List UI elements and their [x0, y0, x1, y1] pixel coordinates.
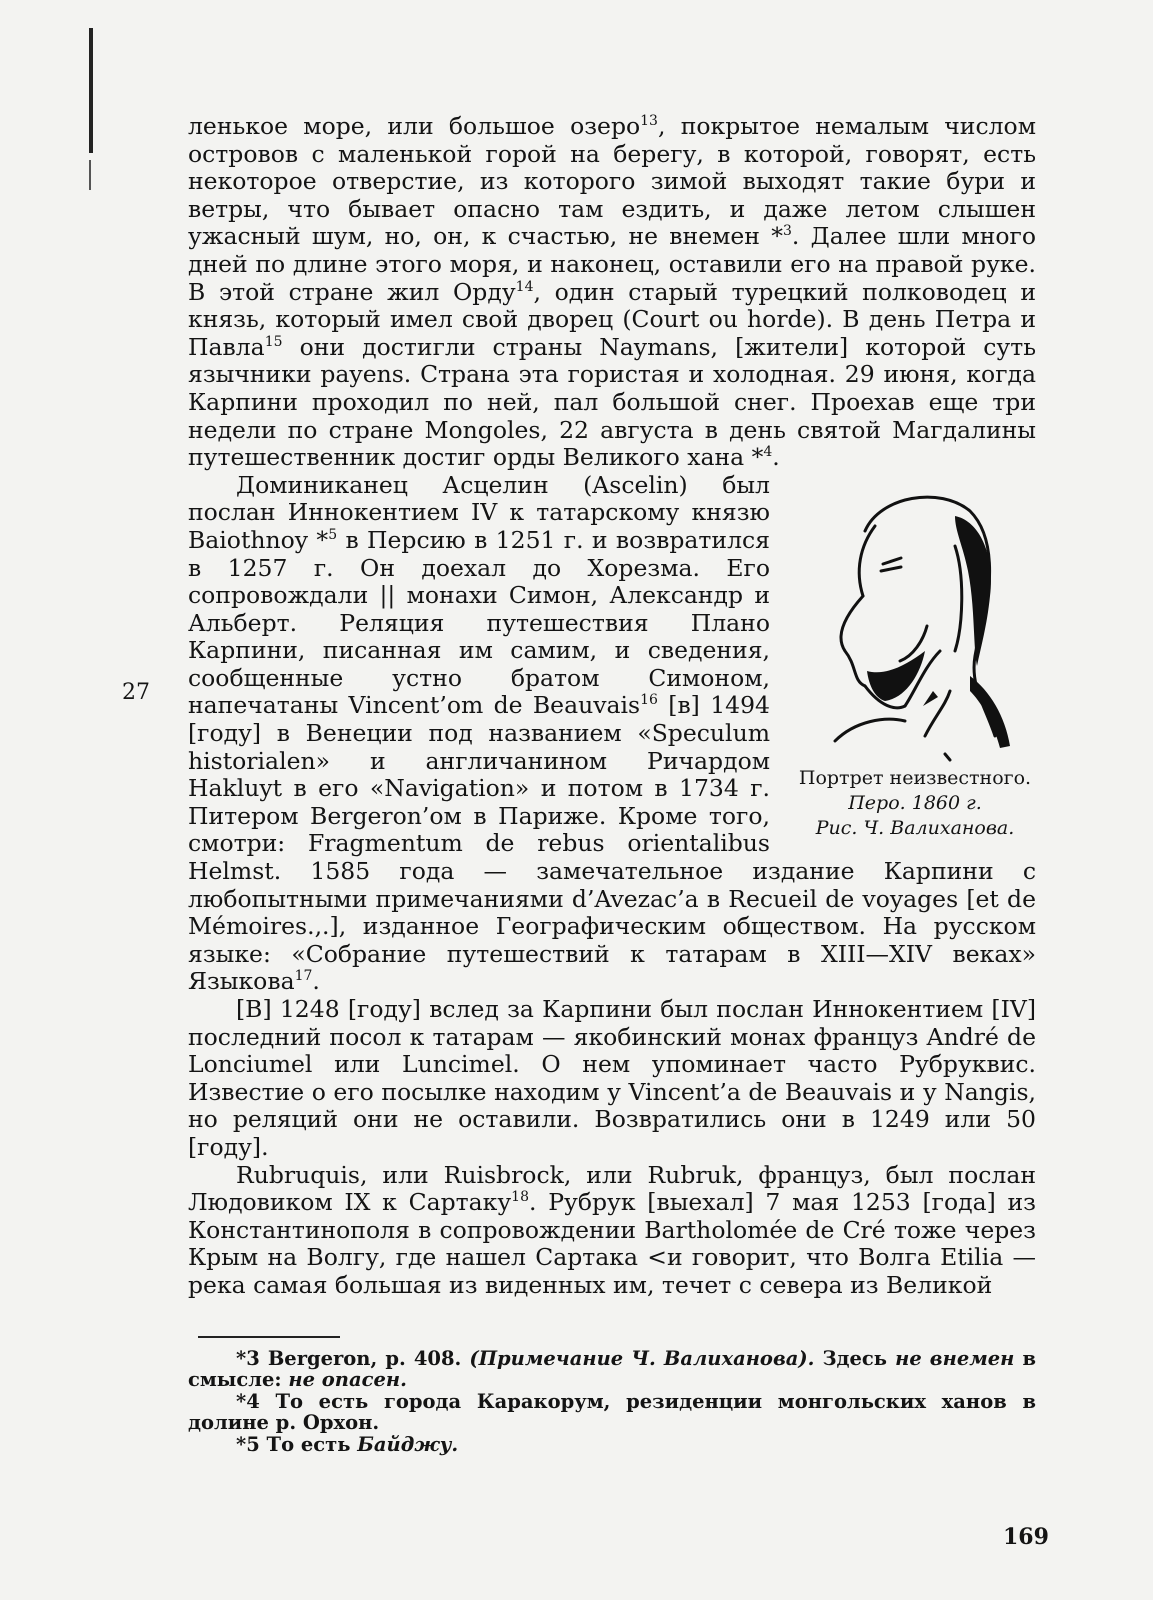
caption-title: Портрет неизвестного.: [798, 766, 1032, 789]
scan-edge-mark: [89, 160, 91, 190]
paragraph-1: ленькое море, или большое озеро$^{13}$, покрытое немалым числом островов с маленькой горой на берегу, в которой, говорят, есть некоторое отверстие, из которого зимой выходят такие бури и ветры, что бывает опасно там ездить, и даже летом слышен ужасный шум, но, он, к счастью, не внемен *$^3$. Далее шли много дней по длине этого моря, и наконец, оставили его на правой руке. В этой стране жил Орду$^{14}$, один старый турецкий полководец и князь, который имел свой дворец (Court ou horde). В день Петра и Павла$^{15}$ они достигли страны Naymans, [жители] которой суть язычники payens. Страна эта гористая и холодная. 29 июня, когда Карпини проходил по ней, пал большой снег. Проехав еще три недели по стране Mongoles, 22 августа в день святой Магдалины путешественник достиг орды Великого хана *$^4$.: [188, 112, 1036, 472]
footnote-divider: [198, 1336, 340, 1338]
margin-page-reference: 27: [122, 680, 150, 705]
footnote-5: *5 То есть Байджу.: [236, 1432, 459, 1456]
paragraph-2: Доминиканец Асцелин (Ascelin) был послан Иннокентием IV к татарскому князю Baiothnoy *$^5$ в Персию в 1251 г. и возвратился в 1257 г. Он доехал до Хорезма. Его сопровождали || монахи Симон, Александр и Альберт. Реляция путешествия Плано Карпини, писанная им самим, и сведения, сообщенные устно братом Симоном, напечатаны Vincent’om de Beauvais$^{16}$ [в] 1494 [году] в Венеции под названием «Speculum historialen» и англичанином Ричардом Hakluyt в его «Navigation» и потом в 1734 г. Питером Bergeron’ом в Париже. Кроме того, смотри: Fragmentum de rebus orientalibus Helmst. 1585 года — замечательное издание Карпини с любопытными примечаниями d’Avezac’a в Recueil de voyages [et de Mémoires.,.], изданное Географическим обществом. На русском языке: «Собрание путешествий к татарам в XIII—XIV веках» Языкова$^{17}$.: [188, 470, 1036, 996]
caption-author: Рис. Ч. Валиханова.: [815, 816, 1015, 839]
portrait-sketch: [805, 476, 1025, 766]
footnote-4: *4 То есть города Каракорум, резиденции монгольских ханов в долине р. Орхон.: [188, 1389, 1036, 1435]
paragraph-3: [В] 1248 [году] вслед за Карпини был послан Иннокентием [IV] последний посол к татарам — якобинский монах француз André de Lonciumel или Luncimel. О нем упоминает часто Рубруквис. Известие о его посылке находим у Vincent’a de Beauvais и у Nangis, но реляций они не оставили. Возвратились они в 1249 или 50 [году].: [188, 995, 1036, 1161]
paragraph-4: Rubruquis, или Ruisbrock, или Rubruk, француз, был послан Людовиком IX к Сартаку$^{18}$. Рубрук [выехал] 7 мая 1253 [года] из Константинополя в сопровождении Bartholomée de Cré тоже через Крым на Волгу, где нашел Сартака <и говорит, что Волга Etilia — река самая большая из виденных им, течет с севера из Великой: [188, 1160, 1036, 1299]
scan-edge-mark: [89, 28, 93, 153]
page-number: 169: [1003, 1524, 1049, 1550]
footnote-3: *3 Bergeron, p. 408. (Примечание Ч. Валиханова). Здесь не внемен в смысле: не опасен.: [188, 1346, 1037, 1392]
caption-medium: Перо. 1860 г.: [848, 791, 982, 814]
paragraph-1-tail-a: , один старый турецкий полководец и князь, который имел свой дворец (Court ou horde). В день Петра и Павла: [188, 277, 1036, 361]
page-body: [188, 113, 1036, 1455]
portrait-figure: [784, 476, 1046, 841]
